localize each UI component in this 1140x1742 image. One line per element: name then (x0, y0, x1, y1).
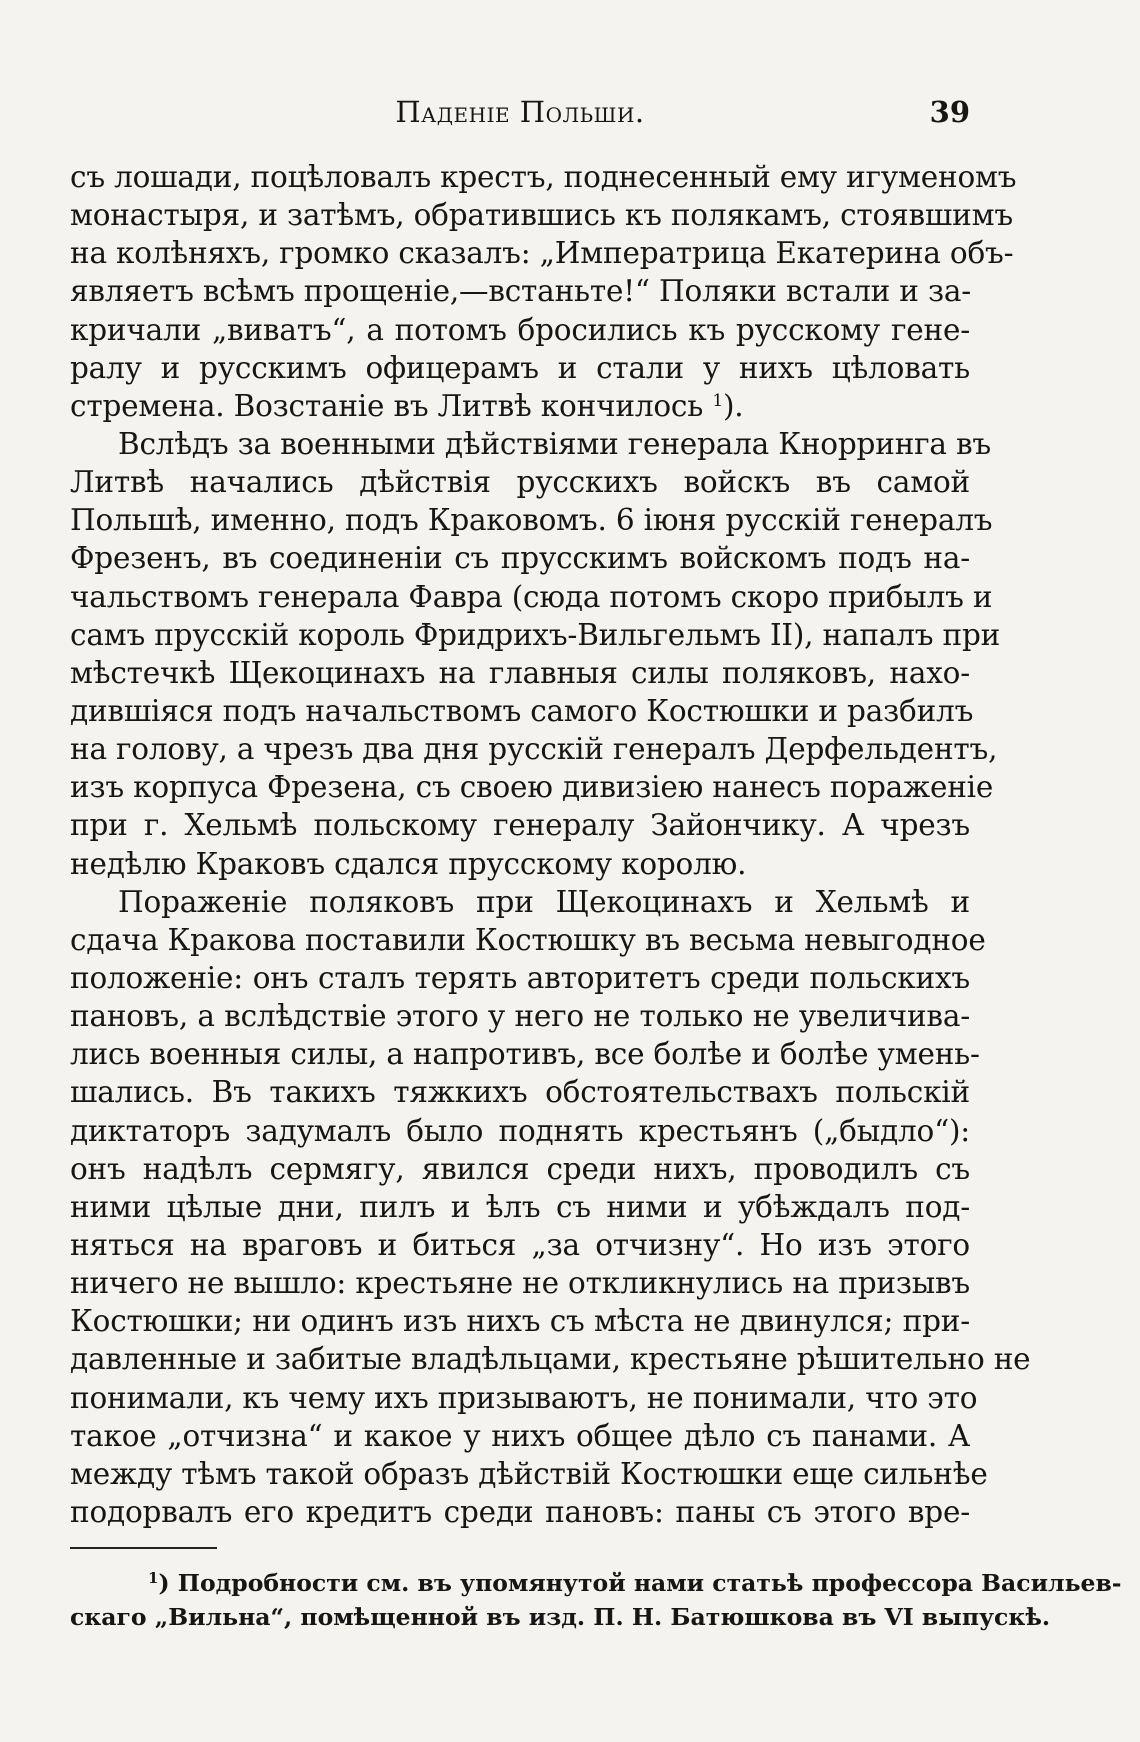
text-line: Костюшки; ни одинъ изъ нихъ съ мѣста не двинулся; при- (70, 1304, 970, 1339)
text-line: чальствомъ генерала Фавра (сюда потомъ скоро прибылъ и (70, 579, 993, 614)
text-line: на голову, а чрезъ два дня русскiй генералъ Дерфельдентъ, (70, 732, 998, 767)
text-line: ралу и русскимъ офицерамъ и стали у нихъ цѣловать (70, 350, 970, 385)
text-line: онъ надѣлъ сермягу, явился среди нихъ, проводилъ съ (70, 1151, 970, 1186)
running-title: Паденiе Польши. (395, 95, 645, 129)
footnote-reference-tail: ). (722, 388, 744, 423)
text-line: шались. Въ такихъ тяжкихъ обстоятельствахъ польскiй (70, 1075, 970, 1110)
text-line: мѣстечкѣ Щекоцинахъ на главныя силы поляковъ, нахо- (70, 655, 970, 690)
text-line: дившiяся подъ начальствомъ самого Костюшки и разбилъ (70, 693, 974, 728)
text-line: кричали „виватъ“, а потомъ бросились къ русскому гене- (70, 312, 970, 347)
footnotes (70, 1566, 1122, 1634)
text-line (70, 387, 970, 425)
text-line: при г. Хельмѣ польскому генералу Зайончику. А чрезъ (70, 808, 970, 843)
page-number: 39 (929, 95, 970, 129)
text-line: монастыря, и затѣмъ, обратившись къ полякамъ, стоявшимъ (70, 198, 1013, 233)
text-line: являетъ всѣмъ прощенiе,—встаньте!“ Поляки встали и за- (70, 274, 971, 309)
text-line: съ лошади, поцѣловалъ крестъ, поднесенный ему игуменомъ (70, 160, 1017, 194)
footnote-divider (70, 1547, 217, 1549)
text-line: няться на враговъ и биться „за отчизну“. Но изъ этого (70, 1227, 970, 1262)
paragraph-first-line: Вслѣдъ за военными дѣйствiями генерала Кнорринга въ (118, 426, 991, 461)
text-line: подорвалъ его кредитъ среди пановъ: паны съ этого вре- (70, 1494, 970, 1529)
text-line: понимали, къ чему ихъ призываютъ, не понимали, что это (70, 1380, 978, 1415)
text-line: недѣлю Краковъ сдался прусскому королю. (70, 846, 747, 881)
text-line: Польшѣ, именно, подъ Краковомъ. 6 iюня русскiй генералъ (70, 503, 993, 538)
footnote-line: скаго „Вильна“, помѣщенной въ изд. П. Н. Батюшкова въ VI выпускѣ. (70, 1603, 1051, 1631)
footnote-text: Подробности см. въ упомянутой нами статьѣ профессора Васильев- (177, 1569, 1122, 1597)
text-line: Литвѣ начались дѣйствiя русскихъ войскъ въ самой (70, 465, 970, 500)
text-line: самъ прусскiй король Фридрихъ-Вильгельмъ II), напалъ при (70, 617, 1001, 652)
text-line: на колѣняхъ, громко сказалъ: „Императрица Екатерина объ- (70, 236, 1014, 271)
text-line: между тѣмъ такой образъ дѣйствiй Костюшки еще сильнѣе (70, 1456, 988, 1491)
footnote-marker: 1 (148, 1569, 159, 1587)
text-line: диктаторъ задумалъ было поднять крестьянъ („быдло“): (70, 1113, 970, 1148)
text-line: лись военныя силы, а напротивъ, все болѣе и болѣе умень- (70, 1037, 980, 1072)
text-line: ничего не вышло: крестьяне не откликнулись на призывъ (70, 1266, 970, 1301)
text-line: сдача Кракова поставили Костюшку въ весьма невыгодное (70, 922, 986, 957)
text-line: Фрезенъ, въ соединенiи съ прусскимъ войскомъ подъ на- (70, 541, 970, 576)
running-header (70, 95, 970, 135)
text-line: пановъ, а вслѣдствiе этого у него не только не увеличива- (70, 999, 970, 1034)
text-line: такое „отчизна“ и какое у нихъ общее дѣло съ панами. А (70, 1418, 970, 1453)
body-text (70, 158, 1031, 1531)
footnote-marker-tail: ) (158, 1569, 170, 1597)
text-line: давленные и забитые владѣльцами, крестьяне рѣшительно не (70, 1342, 1031, 1377)
paragraph-first-line: Пораженiе поляковъ при Щекоцинахъ и Хельмѣ и (118, 884, 970, 919)
footnote-reference[interactable]: 1 (712, 390, 723, 411)
footnote-line (70, 1566, 1122, 1600)
text-line: изъ корпуса Фрезена, съ своею дивизiею нанесъ пораженiе (70, 770, 994, 805)
text-line: положенiе: онъ сталъ терять авторитетъ среди польскихъ (70, 960, 970, 995)
text-line-content: стремена. Возстанiе въ Литвѣ кончилось (70, 388, 704, 423)
text-line: ними цѣлые дни, пилъ и ѣлъ съ ними и убѣждалъ под- (70, 1189, 970, 1224)
